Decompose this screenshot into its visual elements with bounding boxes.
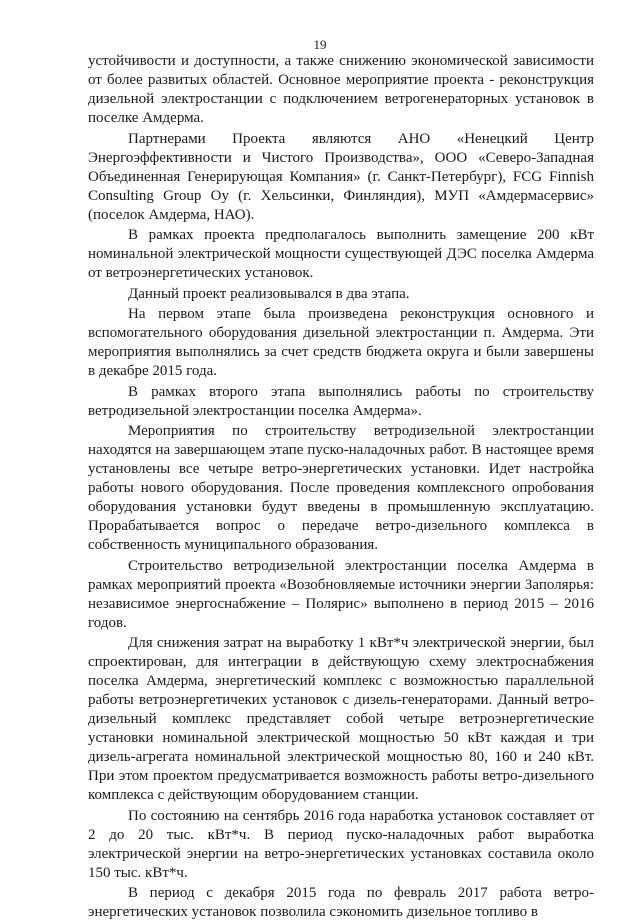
paragraph: устойчивости и доступности, а также снижению экономической зависимости от более развитых областей. Основное мероприятие проекта - реконструкция дизельной электростанции с подключением ветрогенераторных установок в поселке Амдерма.	[88, 53, 594, 126]
document-body	[88, 52, 594, 924]
paragraph: Данный проект реализовывался в два этапа.	[128, 285, 410, 302]
page-number: 19	[313, 37, 327, 52]
paragraph: В рамках второго этапа выполнялись работы по строительству ветродизельной электростанции поселка Амдерма».	[88, 383, 594, 419]
paragraph: По состоянию на сентябрь 2016 года наработка установок составляет от 2 до 20 тыс. кВт*ч. В период пуско-наладочных работ выработка электрической энергии на ветро-энергетических установках составила около 150 тыс. кВт*ч.	[88, 807, 594, 881]
paragraph: Строительство ветродизельной электростанции поселка Амдерма в рамках мероприятий проекта «Возобновляемые источники энергии Заполярья: независимое энергоснабжение – Полярис» выполнено в период 2015 – 2016 годов.	[88, 557, 594, 631]
paragraph: В рамках проекта предполагалось выполнить замещение 200 кВт номинальной электрической мощности существующей ДЭС поселка Амдерма от ветроэнергетических установок.	[88, 227, 594, 281]
paragraph: На первом этапе была произведена реконструкция основного и вспомогательного оборудования дизельной электростанции п. Амдерма. Эти мероприятия выполнялись за счет средств бюджета округа и были завершены в декабре 2015 года.	[88, 306, 594, 379]
paragraph: В период с декабря 2015 года по февраль 2017 работа ветро-энергетических установок позволила сэкономить дизельное топливо в	[88, 885, 594, 920]
paragraph: Партнерами Проекта являются АНО «Ненецкий Центр Энергоэффективности и Чистого Производства», ООО «Северо-Западная Объединенная Генерирующая Компания» (г. Санкт-Петербург), FCG Finnish Consulting Group Oy (г. Хельсинки, Финляндия), МУП «Амдермасервис» (поселок Амдерма, НАО).	[88, 130, 594, 223]
paragraph: Мероприятия по строительству ветродизельной электростанции находятся на завершающем этапе пуско-наладочных работ. В настоящее время установлены все четыре ветро-энергетических установки. Идет настройка работы нового оборудования. После проведения комплексного опробования оборудования установки будут введены в промышленную эксплуатацию. Прорабатывается вопрос о передаче ветро-дизельного комплекса в собственность муниципального образования.	[88, 423, 594, 553]
paragraph: Для снижения затрат на выработку 1 кВт*ч электрической энергии, был спроектирован, для интеграции в действующую схему электроснабжения поселка Амдерма, энергетический комплекс с возможностью параллельной работы ветроэнергетичеких установок с дизель-генераторами. Данный ветро-дизельный комплекс представляет собой четыре ветроэнергетические установки номинальной электрической мощностью 50 кВт каждая и три дизель-агрегата номинальной электрической мощностью 80, 160 и 240 кВт. При этом проектом предусматривается возможность работы ветро-дизельного комплекса с действующим оборудованием станции.	[88, 635, 594, 803]
